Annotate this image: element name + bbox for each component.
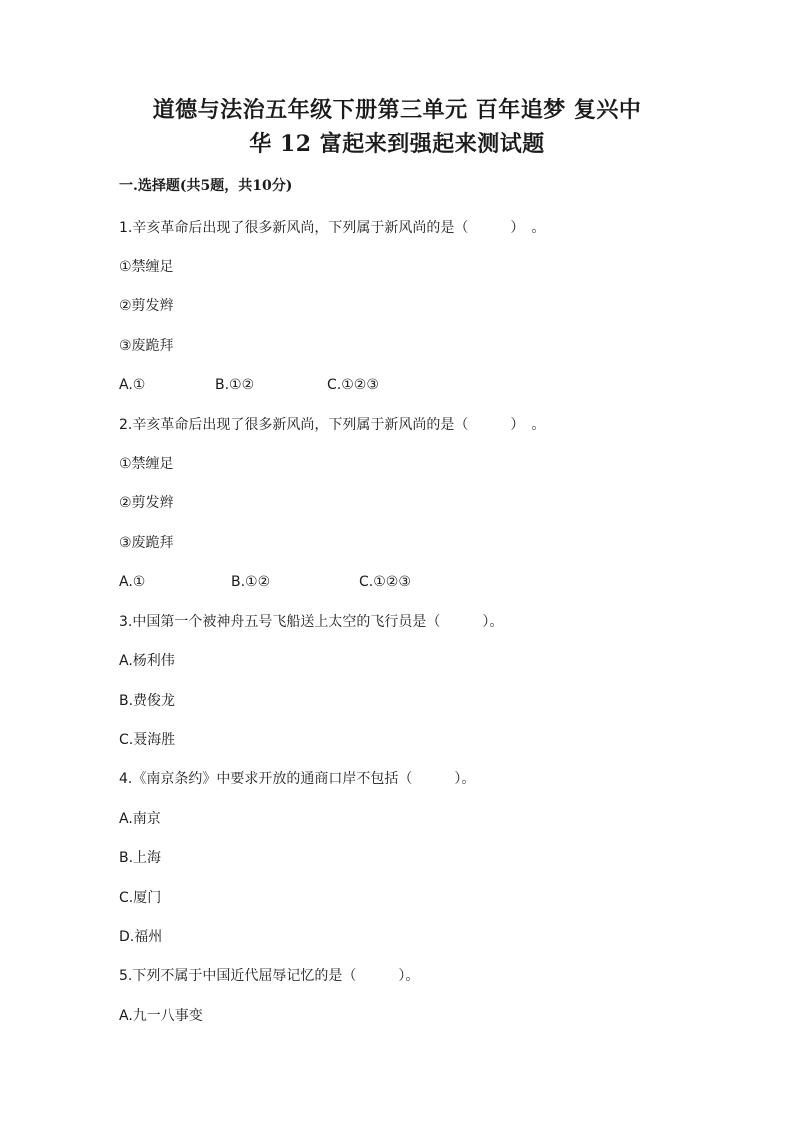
question-1-stem: 1.辛亥革命后出现了很多新风尚，下列属于新风尚的是（ ） 。 — [119, 220, 546, 236]
question-2-statement-2: ②剪发辫 — [119, 495, 174, 511]
question-1-statement-2: ②剪发辫 — [119, 298, 174, 314]
question-1-option-a: A.① — [119, 377, 146, 393]
document-title-line-2: 华 12 富起来到强起来测试题 — [249, 131, 545, 157]
section-heading: 一.选择题(共5题，共10分) — [119, 178, 293, 194]
question-2-option-b: B.①② — [231, 574, 271, 590]
question-1-statement-1: ①禁缠足 — [119, 259, 174, 275]
question-2-statement-1: ①禁缠足 — [119, 456, 174, 472]
question-1-option-b: B.①② — [215, 377, 255, 393]
question-1-option-c: C.①②③ — [327, 377, 379, 393]
question-2-statement-3: ③废跪拜 — [119, 535, 174, 551]
question-2-stem: 2.辛亥革命后出现了很多新风尚，下列属于新风尚的是（ ） 。 — [119, 417, 546, 433]
question-4-option-d: D.福州 — [119, 929, 163, 945]
question-4-option-a: A.南京 — [119, 811, 161, 827]
question-5-option-a: A.九一八事变 — [119, 1008, 203, 1024]
question-2-option-a: A.① — [119, 574, 146, 590]
question-5-stem: 5.下列不属于中国近代屈辱记忆的是（ ）。 — [119, 968, 420, 984]
question-3-option-c: C.聂海胜 — [119, 732, 176, 748]
question-1-statement-3: ③废跪拜 — [119, 338, 174, 354]
question-3-option-b: B.费俊龙 — [119, 693, 176, 709]
question-4-option-c: C.厦门 — [119, 890, 162, 906]
question-4-option-b: B.上海 — [119, 850, 162, 866]
document-title-line-1: 道德与法治五年级下册第三单元 百年追梦 复兴中 — [152, 97, 642, 123]
question-3-option-a: A.杨利伟 — [119, 653, 175, 669]
question-3-stem: 3.中国第一个被神舟五号飞船送上太空的飞行员是（ ）。 — [119, 614, 504, 630]
question-2-option-c: C.①②③ — [359, 574, 411, 590]
question-4-stem: 4.《南京条约》中要求开放的通商口岸不包括（ ）。 — [119, 771, 476, 787]
